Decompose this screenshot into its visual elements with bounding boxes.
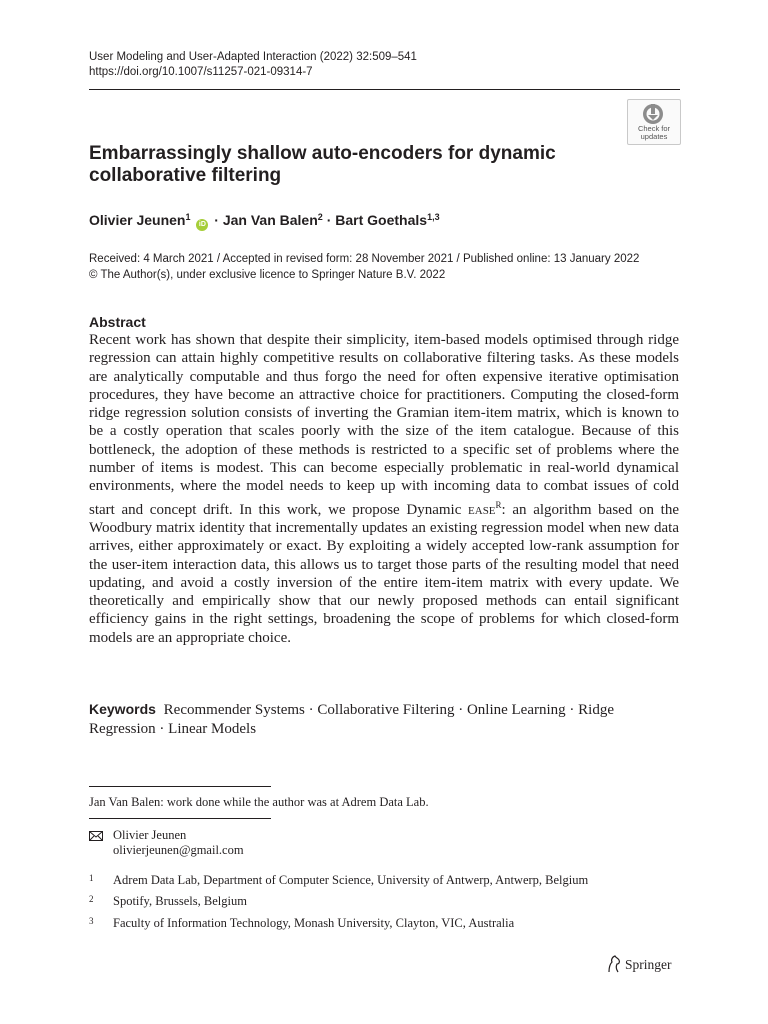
check-updates-icon — [642, 103, 664, 125]
footnote-rule — [89, 786, 271, 787]
abstract-heading: Abstract — [89, 314, 146, 330]
footnote-rule — [89, 818, 271, 819]
affiliation-number: 1 — [89, 873, 94, 883]
author-separator: · — [214, 212, 219, 228]
affiliation-number: 2 — [89, 894, 94, 904]
author-list — [89, 208, 649, 231]
ease-superscript: R — [495, 499, 502, 510]
keywords-text: Recommender Systems · Collaborative Filtering · Online Learning · Ridge Regression · Linear Models — [89, 702, 614, 737]
author-affiliation-mark: 1,3 — [427, 212, 440, 222]
affiliation-text: Adrem Data Lab, Department of Computer Science, University of Antwerp, Antwerp, Belgium — [113, 873, 589, 887]
journal-header — [89, 50, 649, 80]
publication-history — [89, 251, 689, 283]
publisher-logo — [606, 955, 672, 975]
keywords-label: Keywords — [89, 701, 156, 717]
copyright-notice: © The Author(s), under exclusive licence to Springer Nature B.V. 2022 — [89, 269, 446, 281]
orcid-icon[interactable]: iD — [196, 219, 208, 231]
affiliation — [89, 916, 689, 931]
author-name: Olivier Jeunen — [89, 212, 186, 228]
author-name: Jan Van Balen — [222, 212, 318, 228]
author-affiliation-mark: 1 — [185, 212, 191, 222]
corresponding-author-name: Olivier Jeunen — [113, 828, 187, 842]
envelope-icon — [89, 831, 103, 841]
check-updates-label: Check for updates — [637, 124, 671, 141]
corresponding-author-email[interactable]: olivierjeunen@gmail.com — [113, 843, 244, 857]
author-affiliation-mark: 2 — [317, 212, 323, 222]
paper-title: Embarrassingly shallow auto-encoders for dynamic collaborative filtering — [89, 143, 556, 186]
affiliation — [89, 873, 689, 888]
abstract-text: Recent work has shown that despite their simplicity, item-based models optimised through ridge regression can attain highly competitive results on collaborative filtering tasks. As these models are analytically computable and thus forgo the need for often expensive iterative optimisation procedures, they have become an attractive choice for practitioners. Computing the closed-form ridge regression solution consists of inverting the Gramian item-item matrix, which is known to be a costly operation that scales poorly with the size of the item catalogue. Because of this bottleneck, the adoption of these methods is restricted to a specific set of problems where the number of items is modest. This can become especially problematic in real-world dynamical environments, where the model needs to keep up with incoming data to combat issues of cold start and concept drift. In this work, we propose Dynamic ease$^R$: an algorithm based on the Woodbury matrix identity that incrementally updates an existing regression model when new data arrives, either approximately or exact. By exploiting a widely accepted low-rank assumption for the user-item interaction data, this allows us to target those parts of the resulting model that need updating, and avoid a costly inversion of the entire item-item matrix with every update. We theoretically and empirically show that our newly proposed methods can entail significant efficiency gains in the right settings, broadening the scope of problems for which closed-form models are an appropriate choice. — [89, 332, 679, 646]
publisher-name: Springer — [625, 957, 672, 972]
correspondence — [89, 828, 649, 858]
header-rule — [89, 89, 680, 90]
author-footnote: Jan Van Balen: work done while the author was at Adrem Data Lab. — [89, 795, 429, 809]
doi-link[interactable]: https://doi.org/10.1007/s11257-021-09314-7 — [89, 66, 313, 78]
author-name: Bart Goethals — [335, 212, 428, 228]
journal-citation: User Modeling and User-Adapted Interaction (2022) 32:509–541 — [89, 51, 417, 63]
check-for-updates-badge[interactable] — [627, 99, 681, 145]
affiliation-text: Faculty of Information Technology, Monash University, Clayton, VIC, Australia — [113, 916, 515, 930]
affiliation — [89, 894, 689, 909]
author-separator: · — [326, 212, 332, 228]
affiliation-number: 3 — [89, 916, 94, 926]
publication-dates: Received: 4 March 2021 / Accepted in revised form: 28 November 2021 / Published online: 13 January 2022 — [89, 253, 640, 265]
affiliation-text: Spotify, Brussels, Belgium — [113, 894, 247, 908]
ease-acronym: ease — [468, 501, 496, 518]
springer-horse-icon — [606, 955, 622, 973]
keywords — [89, 700, 679, 738]
